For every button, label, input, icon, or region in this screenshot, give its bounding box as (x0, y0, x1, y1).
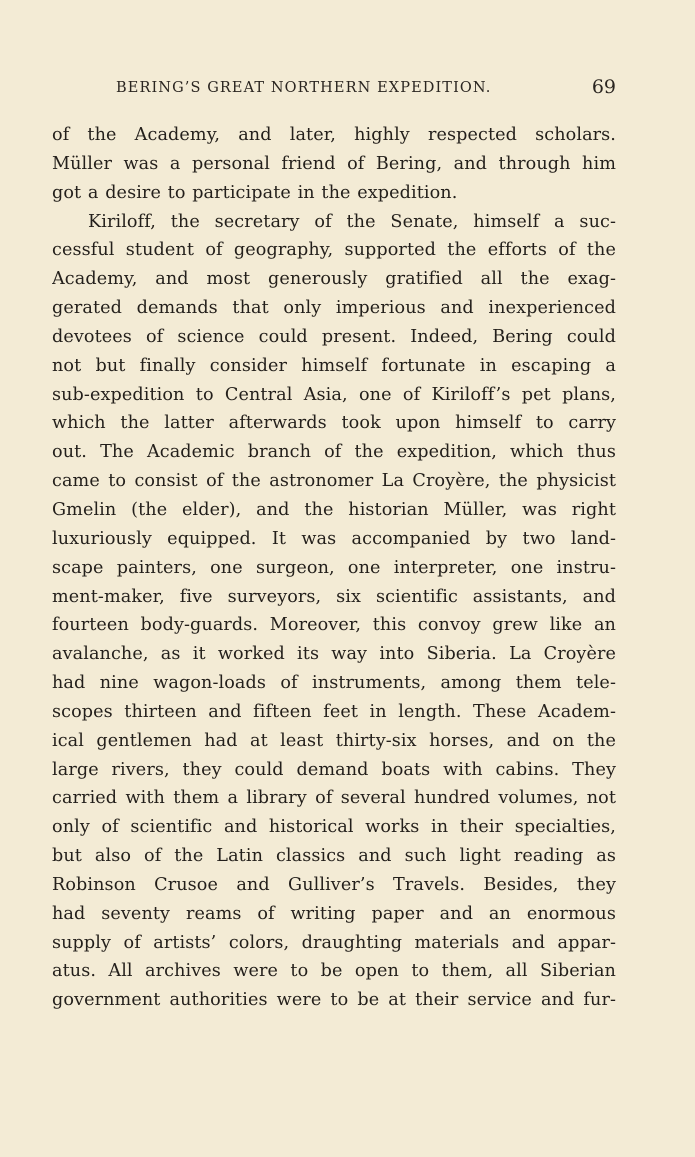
text-line: which the latter afterwards took upon himself to carry (52, 413, 616, 434)
text-line: supply of artists’ colors, draughting materials and appar- (52, 932, 616, 953)
page-number: 69 (591, 76, 616, 98)
text-line: devotees of science could present. Indeed, Bering could (52, 326, 616, 347)
text-line: scopes thirteen and fifteen feet in length. These Academ- (52, 701, 616, 722)
text-line: luxuriously equipped. It was accompanied by two land- (52, 528, 616, 549)
text-line: Kiriloff, the secretary of the Senate, himself a suc- (88, 211, 616, 232)
text-line: large rivers, they could demand boats with cabins. They (52, 759, 616, 780)
text-line: carried with them a library of several hundred volumes, not (52, 788, 616, 809)
text-line: not but finally consider himself fortunate in escaping a (52, 355, 616, 376)
text-line: Gmelin (the elder), and the historian Müller, was right (52, 499, 616, 520)
running-title: BERING’S GREAT NORTHERN EXPEDITION. (116, 80, 492, 96)
text-line: atus. All archives were to be open to them, all Siberian (52, 961, 616, 982)
text-line: had nine wagon-loads of instruments, among them tele- (52, 673, 616, 694)
text-line: out. The Academic branch of the expedition, which thus (52, 442, 616, 463)
text-line: Müller was a personal friend of Bering, and through him (52, 153, 616, 174)
text-line: got a desire to participate in the expedition. (52, 182, 458, 203)
text-line: scape painters, one surgeon, one interpreter, one instru- (52, 557, 616, 578)
text-line: sub-expedition to Central Asia, one of Kiriloff’s pet plans, (52, 384, 616, 405)
text-line: fourteen body-guards. Moreover, this convoy grew like an (52, 615, 616, 636)
text-line: came to consist of the astronomer La Croyère, the physicist (52, 471, 616, 492)
text-line: only of scientific and historical works in their specialties, (52, 817, 616, 838)
text-line: government authorities were to be at their service and fur- (52, 990, 616, 1011)
text-line: Academy, and most generously gratified all the exag- (52, 269, 616, 290)
text-line: had seventy reams of writing paper and an enormous (52, 903, 616, 924)
text-line: but also of the Latin classics and such light reading as (52, 846, 616, 867)
text-line: ment-maker, five surveyors, six scientific assistants, and (52, 586, 616, 607)
text-line: Robinson Crusoe and Gulliver’s Travels. Besides, they (52, 874, 616, 895)
body-text (52, 121, 616, 1015)
text-line: ical gentlemen had at least thirty-six horses, and on the (52, 730, 616, 751)
running-header (52, 76, 616, 102)
text-line: of the Academy, and later, highly respected scholars. (52, 125, 616, 145)
text-line: cessful student of geography, supported the efforts of the (52, 240, 616, 261)
text-line: gerated demands that only imperious and inexperienced (52, 298, 616, 319)
text-line: avalanche, as it worked its way into Siberia. La Croyère (52, 644, 616, 665)
